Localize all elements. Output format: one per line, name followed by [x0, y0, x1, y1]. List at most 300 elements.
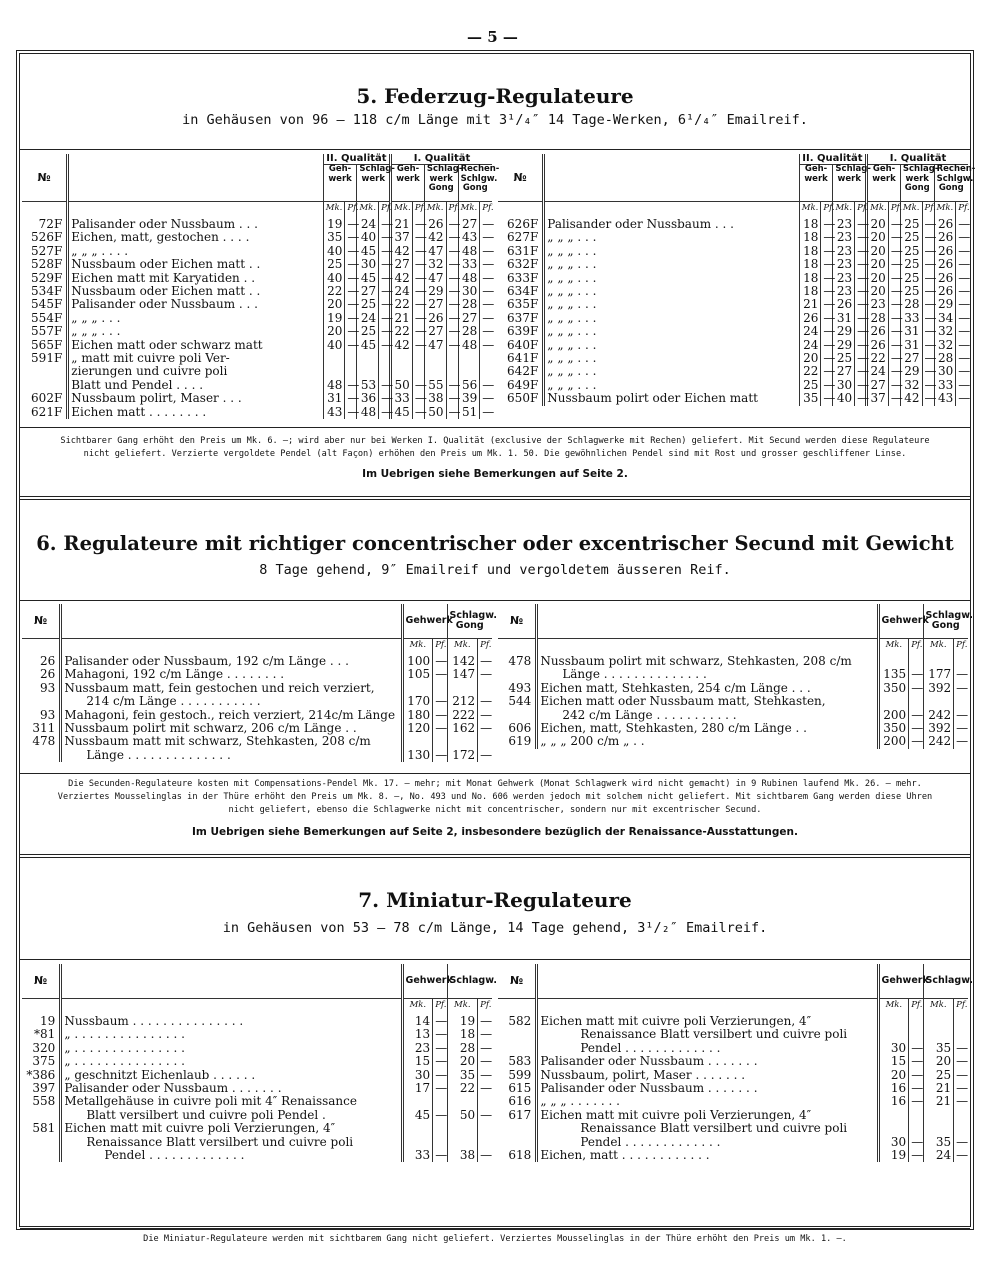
price-mark: 38: [424, 392, 446, 405]
price-mark: 25: [799, 379, 821, 392]
section-5-subtitle: in Gehäusen von 96 — 118 c/m Länge mit 3¹/₄″ 14 Tage-Werken, 6¹/₄″ Emailreif.: [182, 112, 808, 128]
price-pfennig: —: [909, 682, 923, 695]
price-mark: 35: [323, 231, 345, 244]
price-mark: 30: [833, 379, 855, 392]
price-mark: 392: [923, 682, 954, 695]
item-number: [498, 1136, 537, 1149]
unit-row: [22, 999, 492, 1016]
price-pfennig: —: [379, 258, 391, 271]
price-mark: 23: [833, 258, 855, 271]
price-mark: 56: [458, 379, 480, 392]
price-mark: 16: [878, 1082, 909, 1095]
price-mark: 22: [799, 365, 821, 378]
price-mark: 29: [934, 298, 956, 311]
price-pfennig: —: [478, 1069, 492, 1082]
section-7-title: 7. Miniatur-Regulateure: [358, 888, 632, 912]
price-mark: 18: [799, 258, 821, 271]
price-pfennig: —: [433, 1069, 447, 1082]
price-pfennig: —: [345, 379, 357, 392]
unit-blank: [61, 999, 402, 1016]
price-pfennig: —: [909, 1042, 923, 1055]
table-row: [22, 749, 492, 762]
price-mark: 55: [424, 379, 446, 392]
price-pfennig: —: [821, 285, 833, 298]
item-description: „ . . . . . . . . . . . . . . .: [61, 1028, 402, 1041]
price-pfennig: [909, 1015, 923, 1028]
unit-row: [498, 639, 968, 656]
price-pfennig: —: [821, 352, 833, 365]
price-pfennig: —: [888, 339, 900, 352]
item-number: [498, 709, 537, 722]
price-mark: [402, 682, 433, 695]
price-pfennig: —: [412, 285, 424, 298]
price-mark: 38: [447, 1149, 478, 1162]
price-pfennig: —: [922, 285, 934, 298]
unit-pf: Pf.: [954, 999, 968, 1016]
item-description: Länge . . . . . . . . . . . . . .: [537, 668, 878, 681]
price-pfennig: —: [855, 245, 867, 258]
unit-mk: Mk.: [402, 639, 433, 656]
price-mark: 45: [402, 1109, 433, 1122]
header-col: Geh-werk: [867, 165, 901, 202]
item-description: Palisander oder Nussbaum . . .: [68, 218, 323, 231]
table-row: [22, 722, 492, 735]
price-mark: 26: [934, 231, 956, 244]
price-pfennig: —: [433, 695, 447, 708]
price-mark: 20: [923, 1055, 954, 1068]
price-pfennig: —: [480, 218, 492, 231]
price-mark: 130: [402, 749, 433, 762]
price-pfennig: —: [379, 245, 391, 258]
price-pfennig: —: [954, 682, 968, 695]
price-pfennig: —: [345, 406, 357, 419]
price-mark: [878, 655, 909, 668]
price-pfennig: —: [379, 339, 391, 352]
price-mark: 36: [357, 392, 379, 405]
price-pfennig: —: [446, 285, 458, 298]
item-description: „ „ „ . . .: [68, 325, 323, 338]
price-mark: 25: [900, 218, 922, 231]
item-description: Nussbaum polirt oder Eichen matt: [544, 392, 799, 405]
price-pfennig: —: [478, 1028, 492, 1041]
header-description: [544, 154, 799, 202]
price-pfennig: —: [412, 339, 424, 352]
item-number: [498, 668, 537, 681]
header-description: [68, 154, 323, 202]
price-mark: 21: [391, 218, 413, 231]
price-mark: 26: [934, 245, 956, 258]
price-mark: 25: [900, 285, 922, 298]
item-description: Eichen matt oder schwarz matt: [68, 339, 323, 352]
price-pfennig: —: [446, 218, 458, 231]
price-mark: 43: [934, 392, 956, 405]
price-pfennig: —: [345, 392, 357, 405]
unit-mk: Mk.: [934, 202, 956, 219]
item-number: 557F: [31, 324, 63, 339]
price-pfennig: —: [345, 325, 357, 338]
price-mark: 24: [923, 1149, 954, 1162]
item-description: 214 c/m Länge . . . . . . . . . . .: [61, 695, 402, 708]
item-description: „ . . . . . . . . . . . . . . .: [61, 1055, 402, 1068]
item-number: 626F: [507, 217, 539, 231]
unit-mk: Mk.: [391, 202, 413, 219]
price-mark: [923, 655, 954, 668]
item-description: Eichen, matt . . . . . . . . . . . .: [537, 1149, 878, 1162]
header-description: [537, 964, 878, 999]
price-mark: [323, 352, 345, 365]
item-number: 633F: [507, 270, 539, 285]
price-pfennig: —: [446, 325, 458, 338]
unit-pf: Pf.: [956, 202, 968, 219]
table-row: [22, 682, 492, 695]
price-mark: [447, 682, 478, 695]
price-mark: 24: [357, 312, 379, 325]
price-mark: 32: [900, 379, 922, 392]
item-number: [22, 379, 68, 392]
unit-blank: [537, 999, 878, 1016]
price-pfennig: —: [821, 325, 833, 338]
price-pfennig: —: [855, 258, 867, 271]
price-mark: 51: [458, 406, 480, 419]
unit-blank: [22, 639, 61, 656]
price-pfennig: —: [909, 668, 923, 681]
price-mark: 25: [833, 352, 855, 365]
price-mark: 42: [391, 339, 413, 352]
price-mark: 162: [447, 722, 478, 735]
table-row: [498, 735, 968, 748]
item-description: „ „ „ 200 c/m „ . .: [537, 735, 878, 748]
price-mark: 27: [458, 218, 480, 231]
price-mark: 27: [900, 352, 922, 365]
price-mark: 45: [357, 245, 379, 258]
price-pfennig: —: [412, 245, 424, 258]
price-pfennig: —: [433, 1015, 447, 1028]
price-mark: 25: [357, 325, 379, 338]
item-description: „ „ „ . . .: [68, 312, 323, 325]
price-mark: 120: [402, 722, 433, 735]
price-mark: 35: [923, 1136, 954, 1149]
header-col: Schlag-werk: [357, 165, 391, 202]
unit-pf: Pf.: [480, 202, 492, 219]
price-mark: 26: [867, 339, 889, 352]
item-number: 311: [32, 721, 56, 736]
price-pfennig: —: [888, 312, 900, 325]
table-row: [498, 285, 968, 298]
price-mark: 20: [867, 285, 889, 298]
price-mark: 20: [867, 272, 889, 285]
price-mark: 40: [357, 231, 379, 244]
item-number: 19: [40, 1014, 56, 1028]
table-row: [498, 339, 968, 352]
unit-mk: Mk.: [447, 999, 478, 1016]
price-mark: 27: [867, 379, 889, 392]
price-mark: 23: [833, 285, 855, 298]
price-mark: [923, 695, 954, 708]
header-col: Rechen-Schlgw. Gong: [934, 165, 968, 202]
item-number: [498, 1122, 537, 1135]
unit-mk: Mk.: [402, 999, 433, 1016]
price-pfennig: —: [480, 312, 492, 325]
price-mark: 212: [447, 695, 478, 708]
price-pfennig: —: [412, 392, 424, 405]
price-mark: 25: [357, 298, 379, 311]
item-description: Palisander oder Nussbaum . . . . . . .: [537, 1082, 878, 1095]
item-number: 635F: [507, 297, 539, 312]
unit-pf: Pf.: [446, 202, 458, 219]
price-mark: 25: [923, 1069, 954, 1082]
table-row: [498, 1149, 968, 1162]
price-mark: 19: [323, 312, 345, 325]
price-pfennig: —: [888, 218, 900, 231]
section-6-note-4: Im Uebrigen siehe Bemerkungen auf Seite 2, insbesondere bezüglich der Renaissance-Ausstattungen.: [192, 826, 798, 838]
price-mark: [878, 695, 909, 708]
price-pfennig: [379, 352, 391, 365]
price-pfennig: —: [412, 258, 424, 271]
price-pfennig: [433, 1136, 447, 1149]
price-mark: 22: [323, 285, 345, 298]
unit-mk: Mk.: [799, 202, 821, 219]
price-mark: 19: [447, 1015, 478, 1028]
price-mark: 33: [934, 379, 956, 392]
price-mark: 16: [878, 1095, 909, 1108]
price-mark: [447, 1122, 478, 1135]
price-mark: 37: [391, 231, 413, 244]
price-mark: 21: [799, 298, 821, 311]
price-mark: [878, 1028, 909, 1041]
price-pfennig: —: [433, 709, 447, 722]
section-5-title: 5. Federzug-Regulateure: [356, 84, 634, 108]
price-mark: 48: [458, 245, 480, 258]
price-mark: [402, 735, 433, 748]
price-pfennig: —: [478, 655, 492, 668]
price-mark: 18: [799, 231, 821, 244]
price-pfennig: —: [956, 325, 968, 338]
header-number: №: [498, 604, 537, 639]
item-description: Mahagoni, 192 c/m Länge . . . . . . . .: [61, 668, 402, 681]
price-pfennig: [478, 682, 492, 695]
price-mark: 53: [357, 379, 379, 392]
price-mark: [878, 1109, 909, 1122]
table-row: [498, 1082, 968, 1095]
item-description: Pendel . . . . . . . . . . . . .: [537, 1042, 878, 1055]
price-pfennig: —: [821, 231, 833, 244]
price-mark: 22: [867, 352, 889, 365]
price-mark: 20: [323, 298, 345, 311]
table-row: [22, 365, 492, 378]
price-pfennig: —: [345, 231, 357, 244]
price-mark: 34: [934, 312, 956, 325]
price-mark: 33: [391, 392, 413, 405]
price-mark: 31: [900, 339, 922, 352]
price-mark: 30: [458, 285, 480, 298]
price-mark: 42: [424, 231, 446, 244]
price-pfennig: —: [379, 392, 391, 405]
price-pfennig: —: [855, 392, 867, 405]
price-mark: [923, 1109, 954, 1122]
price-mark: 18: [447, 1028, 478, 1041]
item-number: 583: [508, 1054, 532, 1069]
unit-mk: Mk.: [833, 202, 855, 219]
item-number: 619: [508, 734, 532, 749]
price-mark: 32: [934, 325, 956, 338]
item-description: Renaissance Blatt versilbert und cuivre poli: [537, 1122, 878, 1135]
header-col: Schlag-werk: [833, 165, 867, 202]
item-number: [22, 1149, 61, 1162]
price-pfennig: —: [922, 298, 934, 311]
price-mark: 242: [923, 735, 954, 748]
item-description: Nussbaum matt mit schwarz, Stehkasten, 208 c/m: [61, 735, 402, 748]
price-pfennig: —: [922, 231, 934, 244]
price-mark: 147: [447, 668, 478, 681]
price-pfennig: —: [446, 379, 458, 392]
item-description: Eichen matt mit cuivre poli Verzierungen, 4″: [537, 1109, 878, 1122]
price-pfennig: —: [345, 245, 357, 258]
table-row: [22, 258, 492, 271]
item-number: 26: [40, 667, 56, 682]
price-pfennig: —: [821, 339, 833, 352]
header-schlagwerk: Schlagw. Gong: [447, 604, 492, 639]
price-mark: 24: [357, 218, 379, 231]
price-mark: [878, 1015, 909, 1028]
unit-mk: Mk.: [878, 639, 909, 656]
price-pfennig: —: [478, 1109, 492, 1122]
price-mark: 172: [447, 749, 478, 762]
price-pfennig: —: [888, 392, 900, 405]
price-mark: [458, 352, 480, 365]
price-mark: 100: [402, 655, 433, 668]
price-pfennig: —: [956, 298, 968, 311]
price-pfennig: [433, 682, 447, 695]
price-mark: 40: [323, 245, 345, 258]
price-pfennig: —: [855, 339, 867, 352]
price-pfennig: —: [888, 365, 900, 378]
price-mark: 47: [424, 339, 446, 352]
table-row: [498, 655, 968, 668]
price-mark: 29: [833, 339, 855, 352]
item-number: 320: [32, 1040, 56, 1055]
price-pfennig: —: [379, 406, 391, 419]
price-pfennig: —: [954, 709, 968, 722]
price-mark: 18: [799, 285, 821, 298]
price-pfennig: —: [954, 1069, 968, 1082]
item-description: Nussbaum oder Eichen matt . .: [68, 258, 323, 271]
price-pfennig: —: [433, 722, 447, 735]
price-mark: 25: [900, 272, 922, 285]
price-pfennig: —: [888, 258, 900, 271]
price-pfennig: —: [909, 1095, 923, 1108]
price-pfennig: —: [821, 218, 833, 231]
price-mark: 48: [458, 339, 480, 352]
unit-blank: [22, 202, 68, 219]
unit-mk: Mk.: [923, 639, 954, 656]
price-pfennig: —: [478, 1042, 492, 1055]
price-mark: 20: [867, 245, 889, 258]
price-pfennig: —: [379, 218, 391, 231]
section-6-table-left: [22, 604, 497, 762]
price-pfennig: —: [909, 1082, 923, 1095]
item-description: „ „ „ . . .: [544, 285, 799, 298]
item-description: „ „ „ . . .: [544, 298, 799, 311]
item-description: Renaissance Blatt versilbert und cuivre poli: [61, 1136, 402, 1149]
section-6-note-2: Verziertes Mousselinglas in der Thüre erhöht den Preis um Mk. 8. —, No. 493 und No. 606 werden jedoch mit solchem nicht geliefert. Mit sichtbarem Gang werden diese Uhren: [57, 792, 933, 802]
price-pfennig: [909, 1028, 923, 1041]
price-pfennig: —: [888, 379, 900, 392]
item-description: „ geschnitzt Eichenlaub . . . . . .: [61, 1069, 402, 1082]
price-pfennig: —: [480, 379, 492, 392]
header-col: Schlag-werk Gong: [424, 165, 458, 202]
price-mark: [447, 1095, 478, 1108]
price-pfennig: —: [446, 231, 458, 244]
price-pfennig: —: [433, 1028, 447, 1041]
price-pfennig: —: [922, 245, 934, 258]
price-pfennig: —: [345, 272, 357, 285]
price-pfennig: —: [909, 1136, 923, 1149]
price-mark: 222: [447, 709, 478, 722]
price-pfennig: —: [480, 392, 492, 405]
item-number: 545F: [31, 297, 63, 312]
price-mark: 28: [900, 298, 922, 311]
price-pfennig: [433, 1095, 447, 1108]
price-mark: 25: [900, 245, 922, 258]
price-pfennig: —: [956, 365, 968, 378]
price-pfennig: [446, 365, 458, 378]
unit-pf: Pf.: [478, 639, 492, 656]
unit-mk: Mk.: [878, 999, 909, 1016]
price-pfennig: —: [954, 1082, 968, 1095]
table-row: [22, 1015, 492, 1028]
table-row: [22, 1136, 492, 1149]
price-pfennig: —: [345, 258, 357, 271]
price-mark: 40: [323, 272, 345, 285]
price-mark: 42: [391, 272, 413, 285]
price-mark: 392: [923, 722, 954, 735]
item-number: 617: [508, 1107, 532, 1122]
table-row: [498, 1042, 968, 1055]
price-mark: 42: [900, 392, 922, 405]
price-mark: 22: [391, 298, 413, 311]
table-row: [498, 325, 968, 338]
price-mark: 28: [447, 1042, 478, 1055]
item-number: 621F: [31, 404, 63, 419]
price-mark: [923, 1122, 954, 1135]
unit-pf: Pf.: [379, 202, 391, 219]
price-pfennig: —: [888, 285, 900, 298]
item-number: 591F: [31, 351, 63, 366]
item-number: 544: [508, 694, 532, 709]
item-description: „ „ „ . . .: [544, 245, 799, 258]
unit-pf: Pf.: [954, 639, 968, 656]
price-pfennig: —: [345, 298, 357, 311]
price-mark: 20: [867, 231, 889, 244]
price-pfennig: [478, 1122, 492, 1135]
price-pfennig: —: [954, 1149, 968, 1162]
price-mark: 39: [458, 392, 480, 405]
price-mark: 29: [833, 325, 855, 338]
section-7-note-1: Die Miniatur-Regulateure werden mit sichtbarem Gang nicht geliefert. Verziertes Mousselinglas in der Thüre erhöht den Preis um Mk. 1. —.: [143, 1234, 847, 1244]
price-pfennig: —: [855, 312, 867, 325]
item-description: Eichen matt mit cuivre poli Verzierungen, 4″: [61, 1122, 402, 1135]
table-row: [22, 709, 492, 722]
price-mark: 26: [833, 298, 855, 311]
price-pfennig: —: [478, 668, 492, 681]
table-row: [498, 352, 968, 365]
price-mark: 48: [323, 379, 345, 392]
price-pfennig: [480, 365, 492, 378]
price-pfennig: —: [956, 272, 968, 285]
item-description: „ „ „ . . .: [544, 379, 799, 392]
header-number: №: [22, 154, 68, 202]
unit-row: [498, 202, 968, 219]
